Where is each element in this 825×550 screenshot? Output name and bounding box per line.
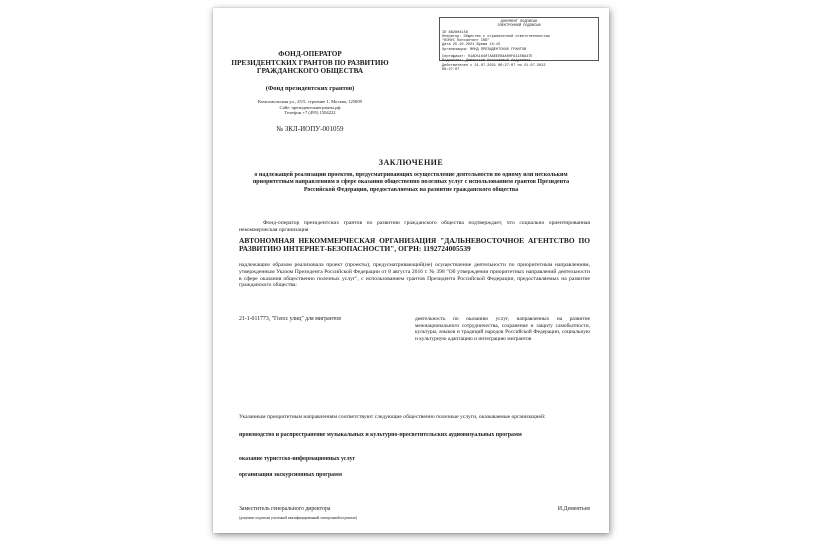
signer-note: (документ подписан усиленной квалифицированной электронной подписью) [239,516,357,520]
fund-short-name: (Фонд президентских грантов) [265,85,355,92]
directions-intro: Указанным приоритетным направлениям соответствуют следующие общественно полезные услуги, оказываемые организацией: [239,414,546,420]
document-number: № ЗКЛ-ИОПУ-001059 [276,125,344,133]
stamp-line: Дата 25.10.2021 Время 15:15 [442,43,501,48]
stamp-line: Оператор: Общество с ограниченной ответственностью [442,34,550,39]
site: Сайт: президентскиегранты.рф [279,104,341,110]
intro-paragraph: Фонд-оператор президентских грантов по развитию гражданского общества подтверждает, что социально ориентированная некоммерческая организация [239,220,590,233]
direction-item: организация экскурсионных программ [239,472,342,478]
direction-item: производство и распространение музыкальных и культурно-просветительских аудиовизуальных программ [239,432,522,438]
direction-item: оказание туристско-информационных услуг [239,456,356,462]
stamp-line: Действителен с 21.07.2021 06:27:07 по 21.07.2022 [442,63,546,68]
org-line: ПРЕЗИДЕНТСКИХ ГРАНТОВ ПО РАЗВИТИЮ [231,58,389,67]
stamp-header [442,20,596,29]
doc-subtitle: о надлежащей реализации проектов, предусматривающих осуществление деятельности по одному или нескольким приоритетным направлениям в сфере оказания общественно полезных услуг с использованием грантов Президента Российской Федерации, предоставляемых на развитие гражданского общества [252,172,570,193]
project-id: 21-1-011773, "Голос улиц" для мигрантов [239,316,341,322]
signer-title: Заместитель генерального директора [239,506,331,512]
stamp-line: ID 882804158 [442,30,468,35]
signer-name: И.Дементьев [557,506,590,512]
stamp-title: ДОКУМЕНТ ПОДПИСАН [500,20,538,24]
org-line: ГРАЖДАНСКОГО ОБЩЕСТВА [256,67,364,76]
address: Комсомольская ул., 25/5, строение 1, Москва, 125009 [258,99,362,104]
stamp-line: "КОНУС Консалтинг СКБ" [442,39,490,44]
doc-title: ЗАКЛЮЧЕНИЕ [378,158,444,167]
e-signature-stamp [439,17,599,72]
stamp-title: ЭЛЕКТРОННОЙ ПОДПИСЬЮ [497,24,541,29]
body-paragraph: надлежащим образом реализовала проект (проекты), предусматривающий(ие) осуществление деятельности по приоритетным направлениям, утвержденным Указом Президента Российской Федерации от 8 августа 2016 г. № 398 "Об утверждении приоритетных направлений деятельности в сфере оказания общественно полезных услуг", с использованием грантов Президента Российской Федерации, предоставляемых на развитие гражданского общества: [239,262,590,289]
stamp-line: 06:27:07 [442,67,460,72]
contact-block [225,99,395,116]
recipient-org-name: АВТОНОМНАЯ НЕКОММЕРЧЕСКАЯ ОРГАНИЗАЦИЯ "ДАЛЬНЕВОСТОЧНОЕ АГЕНТСТВО ПО РАЗВИТИЮ ИНТЕРНЕТ-БЕЗОПАСНОСТИ", ОГРН: 1192724005539 [239,236,590,254]
project-description: деятельность по оказанию услуг, направленных на развитие межнационального сотрудничества, сохранение и защиту самобытности, культуры, языков и традиций народов Российской Федерации, социальную и культурную адаптацию и интеграцию мигрантов [415,316,590,342]
org-line: ФОНД-ОПЕРАТОР [278,50,342,58]
stamp-line: Подписант: Дементьев Николаевий Андреевна [442,59,531,64]
stamp-line: Сертификат: 01AD516407AAEEEB4A00FA11EBA47E [442,55,533,60]
org-name-block [225,50,395,76]
stamp-line: Организация: ФОНД ПРЕЗИДЕНТСКИХ ГРАНТОВ [442,47,527,52]
phone: Телефон +7 (495) 1504222 [284,110,336,116]
document-page [213,8,609,533]
